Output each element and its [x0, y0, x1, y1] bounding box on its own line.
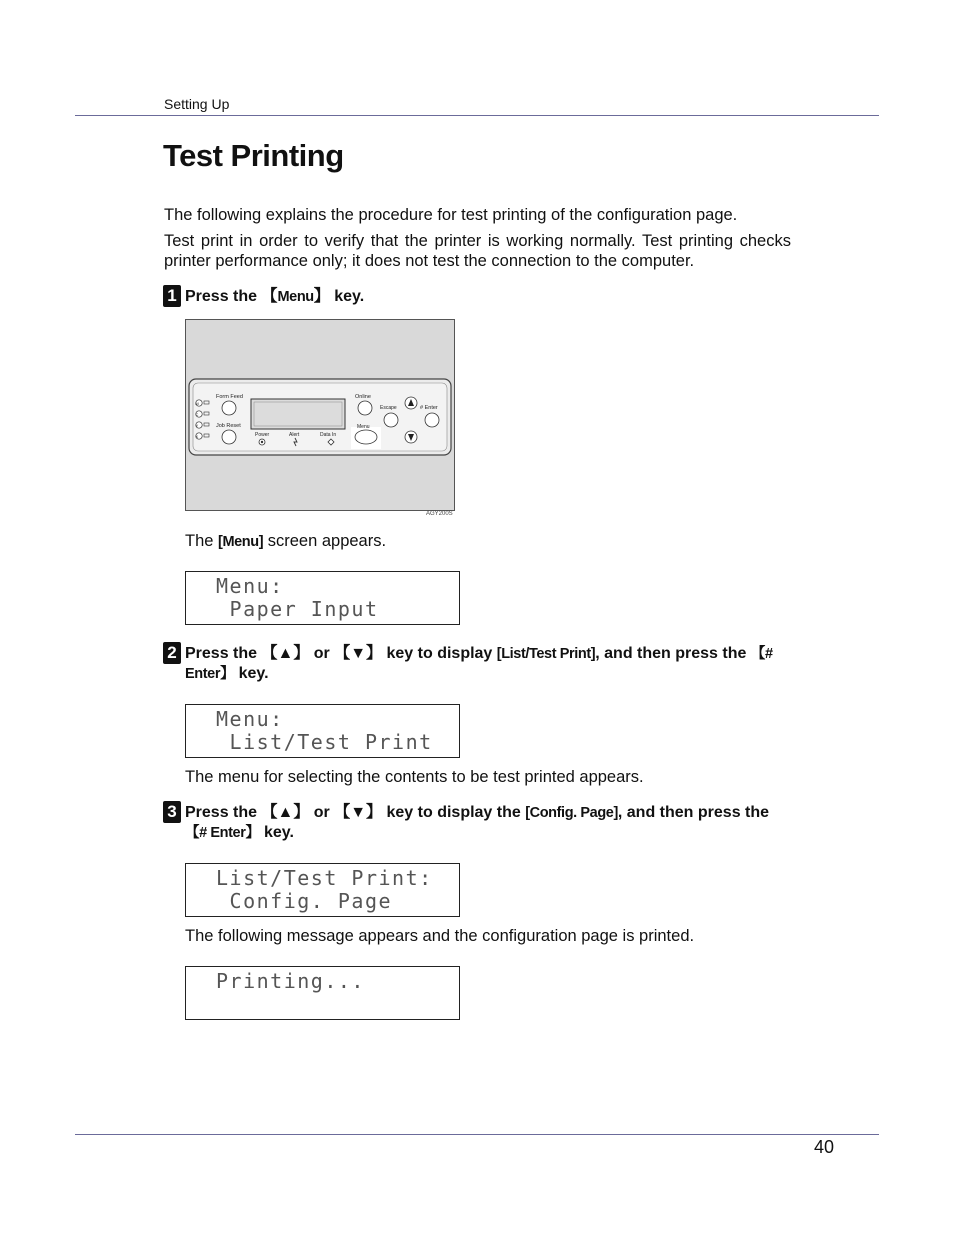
intro-paragraph-1: The following explains the procedure for test printing of the configuration page.: [164, 206, 738, 224]
control-panel-illustration: [185, 319, 455, 511]
running-header: Setting Up: [164, 96, 230, 112]
figure-code: AGY200S: [426, 511, 453, 517]
label-escape: Escape: [380, 405, 397, 411]
step-2: [163, 644, 793, 684]
menu-screen-note: The [Menu] screen appears.: [185, 532, 387, 550]
header-rule: [75, 115, 879, 116]
page-title: Test Printing: [163, 138, 344, 173]
svg-text:M: M: [195, 401, 199, 406]
step-number-2: 2: [163, 642, 181, 664]
label-data-in: Data In: [320, 432, 337, 438]
step-2-text: Press the 【▲】 or 【▼】 key to display [List/Test Print], and then press the 【# Enter】 key.: [185, 645, 773, 682]
lcd-display-printing: Printing...: [185, 966, 460, 1020]
step-number-3: 3: [163, 801, 181, 823]
lcd-display-config-page: List/Test Print: Config. Page: [185, 863, 460, 917]
step-number-1: 1: [163, 285, 181, 307]
footer-rule: [75, 1134, 879, 1135]
label-power: Power: [255, 432, 270, 438]
label-menu: Menu: [357, 424, 370, 430]
label-form-feed: Form Feed: [216, 394, 243, 400]
step-3-result-note: The following message appears and the configuration page is printed.: [185, 927, 695, 945]
label-enter: # Enter: [420, 405, 438, 411]
label-job-reset: Job Reset: [216, 423, 241, 429]
step-1-text: Press the 【Menu】 key.: [185, 288, 365, 305]
step-2-result-note: The menu for selecting the contents to be test printed appears.: [185, 768, 644, 786]
svg-text:C: C: [195, 412, 199, 417]
lcd-display-menu-paper-input: Menu: Paper Input: [185, 571, 460, 625]
menu-key-name: Menu: [277, 289, 314, 305]
svg-text:Y: Y: [195, 423, 199, 428]
step-3: [163, 803, 793, 843]
intro-paragraph-2: Test print in order to verify that the printer is working normally. Test printing checks printer performance only; it does not test the connection to the computer.: [164, 232, 791, 270]
svg-text:K: K: [195, 434, 199, 439]
label-alert: Alert: [289, 432, 300, 438]
step-3-text: Press the 【▲】 or 【▼】 key to display the [Config. Page], and then press the 【# Enter】 key.: [185, 804, 770, 841]
step-1: [163, 287, 793, 307]
lcd-display-menu-list-test-print: Menu: List/Test Print: [185, 704, 460, 758]
page-number: 40: [813, 1137, 834, 1157]
label-online: Online: [355, 394, 371, 400]
